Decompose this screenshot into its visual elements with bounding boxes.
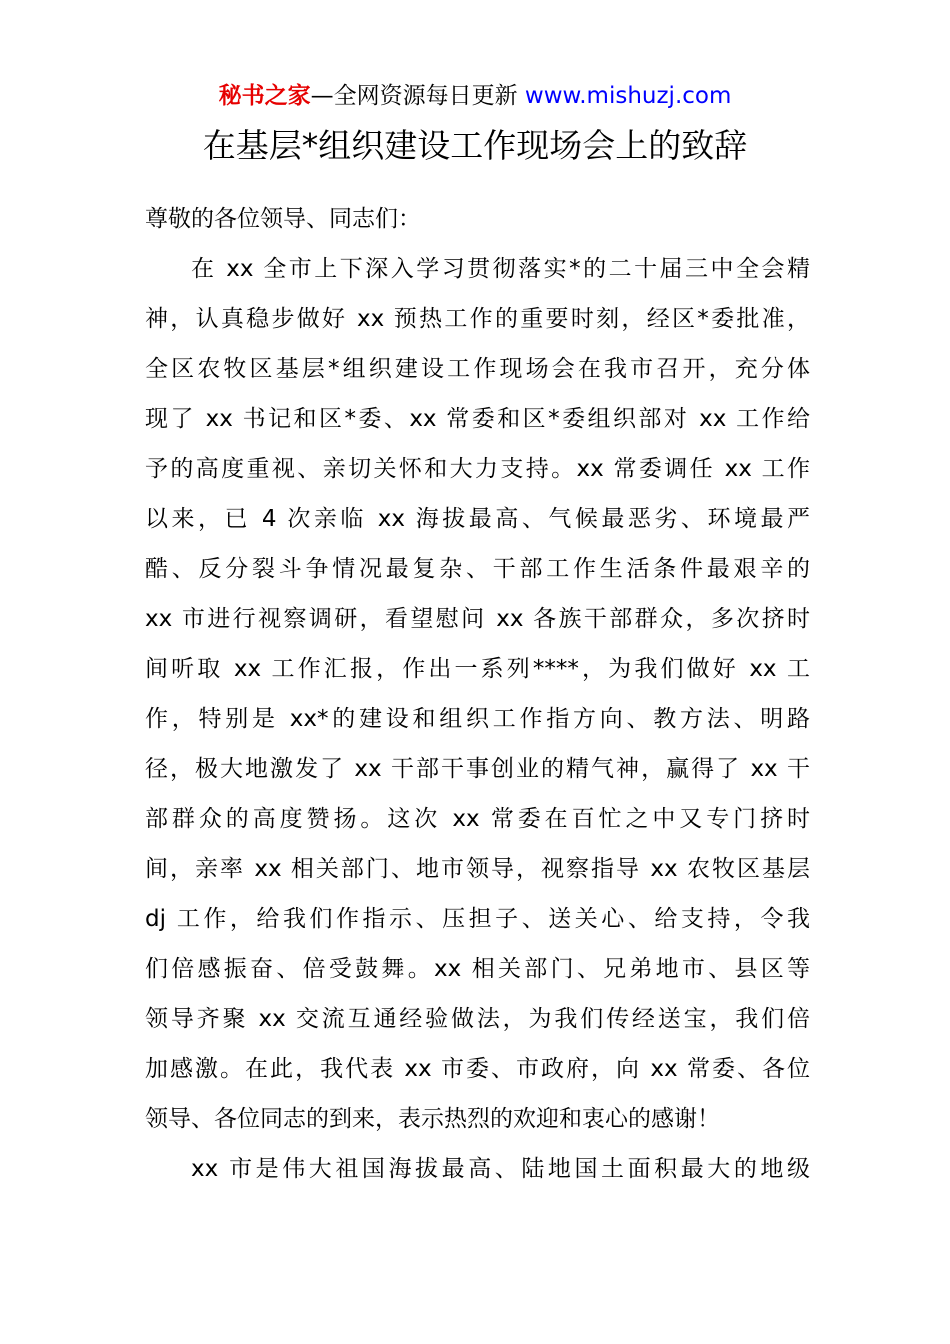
paragraph-line: 作，特别是 xx*的建设和组织工作指方向、教方法、明路 [145, 706, 810, 732]
paragraph-line: 间听取 xx 工作汇报，作出一系列****，为我们做好 xx 工 [145, 656, 810, 682]
paragraph-line: xx 市是伟大祖国海拔最高、陆地国土面积最大的地级 [191, 1156, 810, 1182]
paragraph-line: 予的高度重视、亲切关怀和大力支持。xx 常委调任 xx 工作 [145, 456, 810, 482]
paragraph-line: 以来，已 4 次亲临 xx 海拔最高、气候最恶劣、环境最严 [145, 506, 810, 532]
paragraph-line: 现了 xx 书记和区*委、xx 常委和区*委组织部对 xx 工作给 [145, 406, 810, 432]
paragraph-line: 间，亲率 xx 相关部门、地市领导，视察指导 xx 农牧区基层 [145, 856, 810, 882]
site-url-link[interactable]: www.mishuzj.com [524, 83, 732, 109]
brand-name: 秘书之家 [218, 83, 311, 109]
document-body [145, 202, 810, 1202]
paragraph-line: 在 xx 全市上下深入学习贯彻落实*的二十届三中全会精 [191, 256, 810, 282]
paragraph-line: 加感激。在此，我代表 xx 市委、市政府，向 xx 常委、各位 [145, 1056, 810, 1082]
paragraph-line: dj 工作，给我们作指示、压担子、送关心、给支持，令我 [145, 906, 810, 932]
paragraph-line: 领导、各位同志的到来，表示热烈的欢迎和衷心的感谢！ [145, 1106, 720, 1132]
document-title: 在基层*组织建设工作现场会上的致辞 [202, 126, 748, 165]
site-tagline: —全网资源每日更新 [310, 83, 525, 109]
paragraph-line: 全区农牧区基层*组织建设工作现场会在我市召开，充分体 [145, 356, 810, 382]
paragraph-line: xx 市进行视察调研，看望慰问 xx 各族干部群众，多次挤时 [145, 606, 810, 632]
paragraph-line: 们倍感振奋、倍受鼓舞。xx 相关部门、兄弟地市、县区等 [145, 956, 810, 982]
paragraph-line: 神，认真稳步做好 xx 预热工作的重要时刻，经区*委批准， [145, 306, 810, 332]
paragraph-line: 领导齐聚 xx 交流互通经验做法，为我们传经送宝，我们倍 [145, 1006, 810, 1032]
paragraph-line: 部群众的高度赞扬。这次 xx 常委在百忙之中又专门挤时 [145, 806, 810, 832]
paragraph-line: 酷、反分裂斗争情况最复杂、干部工作生活条件最艰辛的 [145, 556, 810, 582]
site-header [0, 80, 950, 112]
salutation: 尊敬的各位领导、同志们： [145, 206, 421, 232]
paragraph-line: 径，极大地激发了 xx 干部干事创业的精气神，赢得了 xx 干 [145, 756, 810, 782]
